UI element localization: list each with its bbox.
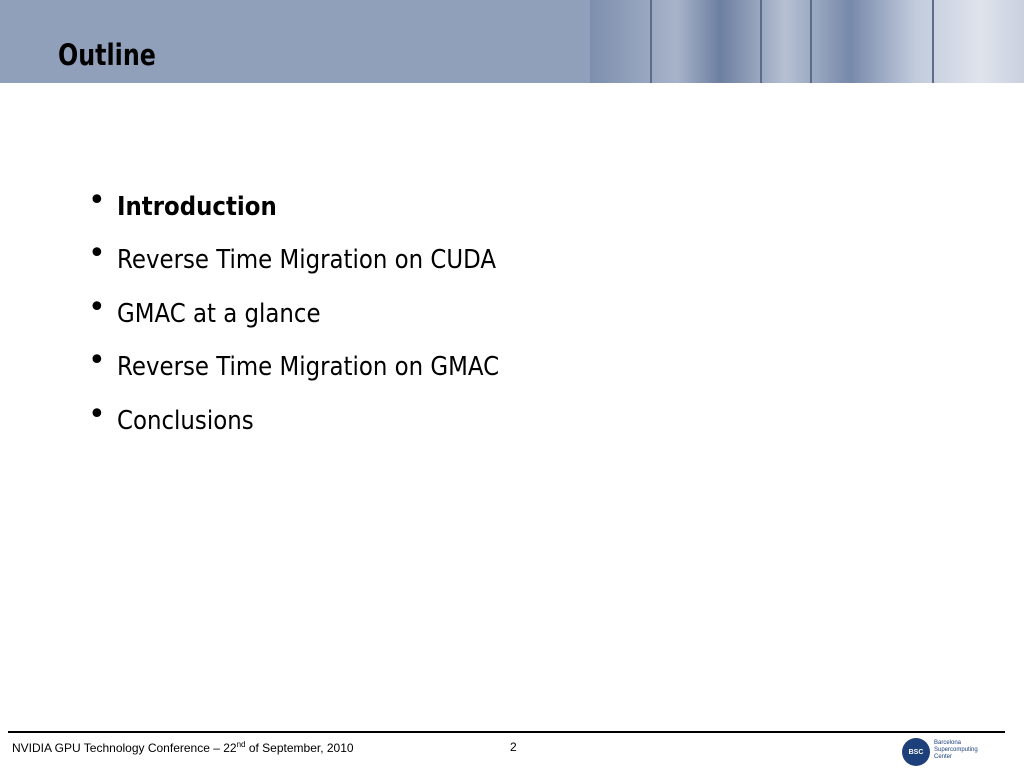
- bullet-icon: •: [88, 236, 106, 272]
- bsc-logo: [902, 738, 930, 766]
- logo-text: [934, 740, 978, 761]
- bullet-icon: •: [88, 396, 106, 432]
- bullet-icon: •: [88, 289, 106, 325]
- footer-text-end: of September, 2010: [245, 741, 354, 755]
- bullet-item: • Introduction: [88, 182, 277, 222]
- bullet-item: • Reverse Time Migration on GMAC: [88, 343, 500, 383]
- logo-line: Barcelona: [934, 740, 962, 746]
- footer-divider: [8, 731, 1005, 733]
- bullet-item: • GMAC at a glance: [88, 289, 321, 329]
- bullet-icon: •: [88, 343, 106, 379]
- footer-text: NVIDIA GPU Technology Conference – 22: [12, 741, 237, 755]
- page-number: 2: [510, 740, 517, 754]
- bullet-icon: •: [88, 182, 106, 218]
- header-photo-strip: [590, 0, 1024, 83]
- slide-title: Outline: [58, 38, 156, 72]
- bullet-item: • Conclusions: [88, 396, 254, 436]
- logo-line: Center: [934, 754, 953, 760]
- footer-sup: nd: [236, 740, 246, 749]
- logo-abbr: BSC: [908, 748, 924, 756]
- footer-conference: [12, 740, 354, 755]
- bullet-list: [88, 180, 551, 448]
- bullet-item: • Reverse Time Migration on CUDA: [88, 236, 497, 276]
- logo-line: Supercomputing: [934, 747, 978, 753]
